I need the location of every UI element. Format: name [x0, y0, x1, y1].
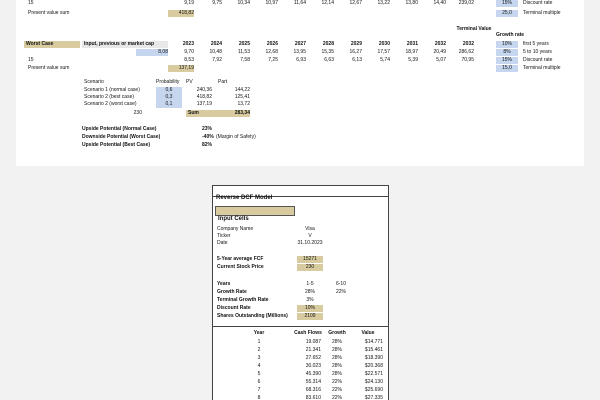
terminal-value-header: Terminal Value [456, 26, 492, 32]
sum-label: Sum [186, 110, 216, 117]
worst-case-row-1-cell: 18,97 [405, 49, 418, 55]
year-header-cell: 2023 [182, 41, 194, 47]
cash-flow-cell: 45.390 [305, 371, 321, 377]
value-cell: $15.461 [364, 347, 383, 353]
year-header-cell: 2027 [294, 41, 306, 47]
year-cell: 8 [257, 395, 261, 400]
worst-case-row-2-cell: 6,93 [296, 57, 306, 63]
growth-label: Discount Rate [217, 305, 251, 311]
growth-cell: 22% [331, 395, 342, 400]
present-value-label: Present value sum [28, 10, 70, 16]
part-cell: 144,22 [234, 87, 250, 93]
year-header-cell: 2029 [350, 41, 362, 47]
year-header-cell: 2024 [210, 41, 222, 47]
cash-flow-cell: 21.341 [305, 347, 321, 353]
growth-value-a[interactable]: 3% [306, 297, 314, 303]
year-cell: 1 [257, 339, 261, 345]
fcf-label: 5-Year average FCF [217, 256, 264, 262]
worst-case-row-2 [16, 57, 584, 64]
growth-value-a[interactable]: 1-5 [306, 281, 314, 287]
wc-discount-rate-cell[interactable]: 15% [496, 57, 518, 64]
table-divider [213, 326, 388, 327]
cash-flows-header: Cash Flows [294, 330, 322, 336]
part-cell: 125,41 [234, 94, 250, 100]
value-cell: $24.130 [364, 379, 383, 385]
year-header: Year [253, 330, 265, 336]
top-row-15-cell: 11,64 [293, 0, 306, 6]
worst-case-row-2-cell: 5,07 [436, 57, 446, 63]
reverse-dcf-page [212, 185, 389, 400]
year-header-cell: 2032 [434, 41, 446, 47]
value-cell: $25.690 [364, 387, 383, 393]
year-cell: 3 [257, 355, 261, 361]
growth-rate-header: Growth rate [496, 32, 525, 38]
worst-case-header-row [16, 41, 584, 48]
worst-case-row-1-cell: 16,27 [349, 49, 362, 55]
wc-discount-rate-label: Discount rate [523, 57, 553, 63]
growth-cell: 28% [331, 371, 342, 377]
growth-cell: 28% [331, 339, 342, 345]
potential-row [82, 142, 282, 149]
present-value-sum[interactable]: 418,82 [168, 10, 194, 17]
growth-header: Growth [328, 330, 346, 336]
discount-rate-label: Discount rate [523, 0, 553, 6]
cash-flow-cell: 27.652 [305, 355, 321, 361]
potential-row [82, 126, 282, 133]
year-header-cell: 2026 [266, 41, 278, 47]
growth-cell: 22% [331, 387, 342, 393]
pv-cell: 418,82 [196, 94, 212, 100]
worst-case-label: Worst Case [24, 41, 80, 48]
probability-header: Probability [156, 79, 180, 85]
top-row-15-cell: 9,19 [184, 0, 194, 6]
sum-value: 283,34 [216, 110, 250, 117]
worst-case-row-1-cell: 12,68 [265, 49, 278, 55]
top-row-15-cell: 239,02 [458, 0, 474, 6]
value-cell: $20.368 [364, 363, 383, 369]
dcf-table-row [213, 347, 388, 354]
potential-value: -40% [202, 134, 214, 140]
potential-label: Upside Potential (Best Case) [82, 142, 151, 148]
fcf-label: Current Stock Price [217, 264, 264, 270]
dcf-table-row [213, 339, 388, 346]
cash-flow-cell: 68.316 [305, 387, 321, 393]
worst-case-row-1-cell: 17,57 [377, 49, 390, 55]
top-row-15-cell: 9,75 [212, 0, 222, 6]
growth-cell: 28% [331, 355, 342, 361]
row-label: 15 [28, 0, 34, 6]
worst-case-row-2-cell: 7,58 [240, 57, 250, 63]
worst-case-row-2-cell: 8,53 [184, 57, 194, 63]
potential-label: Upside Potential (Normal Case) [82, 126, 157, 132]
growth-label: Terminal Growth Rate [217, 297, 269, 303]
year-cell: 5 [257, 371, 261, 377]
dcf-table-row [213, 363, 388, 370]
probability-cell[interactable]: 0,3 [156, 94, 182, 101]
top-row-15-cell: 10,97 [265, 0, 278, 6]
value-cell: $22.571 [364, 371, 383, 377]
dcf-table-row [213, 371, 388, 378]
year-header-cell: 2032 [462, 41, 474, 47]
top-row-15-cell: 13,80 [405, 0, 418, 6]
input-cells-label: Input Cells [218, 216, 249, 222]
value-header: Value [361, 330, 375, 336]
growth-first-5-label: first 5 years [523, 41, 549, 47]
year-header-cell: 2028 [322, 41, 334, 47]
top-row-15-cell: 13,22 [377, 0, 390, 6]
worst-case-row-2-cell: 5,74 [380, 57, 390, 63]
worst-case-row-1-cell: 20,49 [433, 49, 446, 55]
input-value[interactable]: Visa [305, 226, 315, 232]
input-value[interactable]: 31.10.2023 [297, 240, 323, 246]
input-cells-box [215, 206, 295, 222]
cash-flow-cell: 19.087 [305, 339, 321, 345]
cash-flow-cell: 30.023 [305, 363, 321, 369]
dcf-table-row [213, 387, 388, 394]
growth-value-a[interactable]: 2109 [297, 313, 323, 320]
year-cell: 2 [257, 347, 261, 353]
growth-cell: 28% [331, 347, 342, 353]
growth-value-b[interactable]: 22% [335, 289, 346, 295]
fcf-value[interactable]: 15271 [297, 256, 323, 263]
dcf-table-header [213, 330, 388, 337]
scenario-footer-value: 230 [133, 110, 142, 116]
terminal-header-row [456, 26, 526, 38]
potential-row [82, 134, 282, 141]
top-present-value-row [16, 10, 584, 17]
potential-value: 23% [202, 126, 213, 132]
worst-case-row-2-cell: 6,13 [352, 57, 362, 63]
potential-label: Downside Potential (Worst Case) [82, 134, 161, 140]
input-label: Date [217, 240, 228, 246]
potential-note: (Margin of Safety) [216, 134, 256, 140]
terminal-multiple-label: Terminal multiple [523, 10, 561, 16]
dcf-table-row [213, 379, 388, 386]
worst-case-row-1-cell: 9,70 [184, 49, 194, 55]
terminal-multiple-cell[interactable]: 25,0 [496, 10, 518, 17]
pv-cell: 137,19 [196, 101, 212, 107]
worst-case-row-2-cell: 5,39 [408, 57, 418, 63]
value-cell: $27.335 [364, 395, 383, 400]
scenario-header-row [82, 79, 252, 86]
value-cell: $18.390 [364, 355, 383, 361]
worst-case-row-2-cell: 70,95 [461, 57, 474, 63]
input-value[interactable]: V [308, 233, 312, 239]
year-cell: 6 [257, 379, 261, 385]
growth-value-b[interactable]: 6-10 [335, 281, 346, 287]
growth-cell: 28% [331, 363, 342, 369]
pv-cell: 240,36 [196, 87, 212, 93]
year-cell: 4 [257, 363, 261, 369]
scenario-name: Scenario 1 (normal case) [84, 87, 140, 93]
top-row-15-cell: 12,14 [321, 0, 334, 6]
input-label: Company Name [217, 226, 254, 232]
worst-case-row-2-cell: 7,25 [268, 57, 278, 63]
worst-case-present-value-row [16, 65, 584, 72]
wc-present-value-sum[interactable]: 137,19 [168, 65, 194, 72]
growth-value-a[interactable]: 28% [304, 289, 315, 295]
wc-terminal-multiple-label: Terminal multiple [523, 65, 561, 71]
input-label: Ticker [217, 233, 231, 239]
growth-5-10-cell[interactable]: 8% [496, 49, 518, 56]
growth-5-10-label: 5 to 10 years [523, 49, 552, 55]
worst-case-row-1 [16, 49, 584, 56]
dcf-table-row [213, 395, 388, 400]
top-row-15-cell: 10,34 [237, 0, 250, 6]
growth-first-5-cell[interactable]: 10% [496, 41, 518, 48]
pv-header: PV [186, 79, 193, 85]
scenario-footer-row [82, 110, 252, 117]
year-header-cell: 2025 [238, 41, 250, 47]
dcf-table-row [213, 355, 388, 362]
top-row-15-cell: 12,67 [349, 0, 362, 6]
part-header: Part [218, 79, 228, 85]
row-label: 15 [28, 57, 34, 63]
scenario-row [82, 87, 252, 94]
top-row-15-cell: 14,40 [433, 0, 446, 6]
probability-cell[interactable]: 0,6 [156, 87, 182, 94]
year-header-cell: 2031 [406, 41, 418, 47]
fcf-value[interactable]: 230 [297, 264, 323, 271]
growth-label: Growth Rate [217, 289, 247, 295]
potential-value: 82% [202, 142, 213, 148]
year-header-cell: 2030 [378, 41, 390, 47]
growth-cell: 22% [331, 379, 342, 385]
worst-case-row-1-cell: 11,53 [237, 49, 250, 55]
scenario-name: Scenario 2 (worst case) [84, 101, 137, 107]
worst-case-row-1-cell: 10,48 [209, 49, 222, 55]
worst-case-row-1-cell: 286,62 [458, 49, 474, 55]
scenario-header: Scenario [84, 79, 104, 85]
spreadsheet-page [16, 0, 584, 166]
scenario-row [82, 94, 252, 101]
potentials-block [82, 126, 282, 152]
cash-flow-cell: 55.314 [305, 379, 321, 385]
growth-label: Years [217, 281, 231, 287]
value-cell: $14.771 [364, 339, 383, 345]
scenario-name: Scenario 2 (best case) [84, 94, 135, 100]
worst-case-row-2-cell: 6,63 [324, 57, 334, 63]
worst-case-row-1-cell: 15,35 [321, 49, 334, 55]
growth-value-a[interactable]: 10% [297, 305, 323, 312]
reverse-dcf-title: Reverse DCF Model [216, 195, 273, 201]
worst-case-row-1-cell: 13,95 [293, 49, 306, 55]
wc-terminal-multiple-cell[interactable]: 15,0 [496, 65, 518, 72]
probability-cell[interactable]: 0,1 [156, 101, 182, 108]
market-cap-input[interactable]: 8,08 [136, 49, 168, 56]
year-cell: 7 [257, 387, 261, 393]
scenario-row [82, 101, 252, 108]
reverse-dcf-title-bar [213, 186, 388, 201]
discount-rate-cell[interactable]: 15% [496, 0, 518, 7]
growth-label: Shares Outstanding (Millions) [217, 313, 288, 319]
cash-flow-cell: 83.610 [305, 395, 321, 400]
part-cell: 13,72 [237, 101, 250, 107]
top-row-15 [16, 0, 584, 7]
present-value-label: Present value sum [28, 65, 70, 71]
scenario-table [82, 79, 252, 121]
worst-case-row-2-cell: 7,92 [212, 57, 222, 63]
worst-case-input-header: Input, previous or market cap [82, 41, 168, 48]
